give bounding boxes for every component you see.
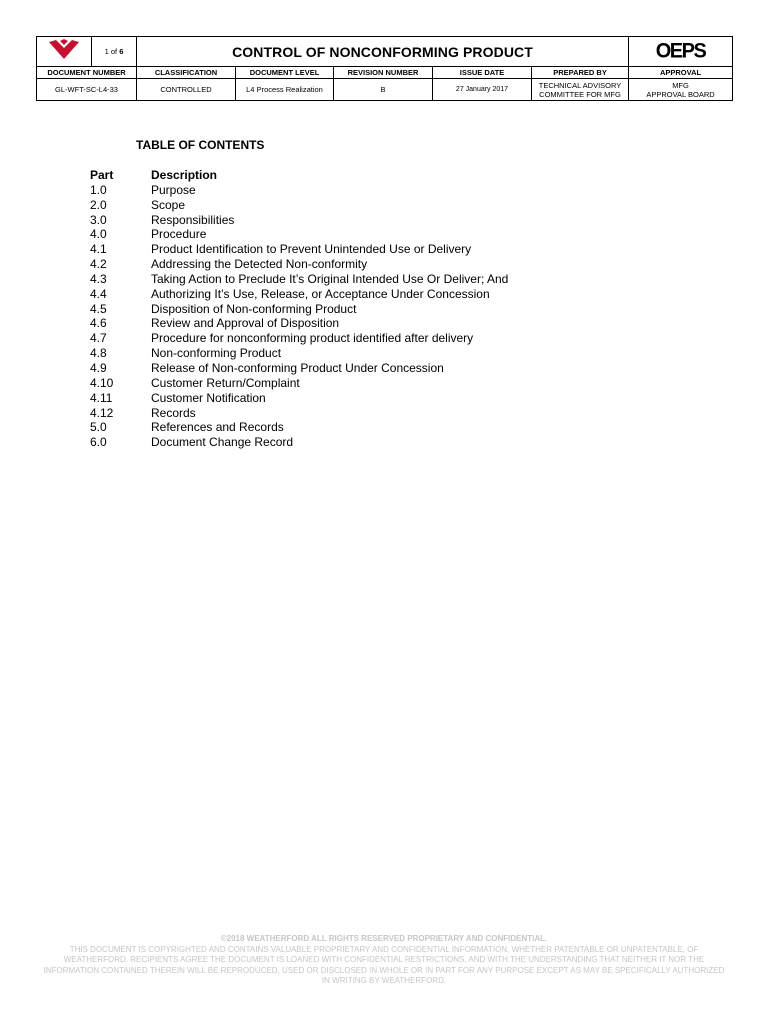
toc-part-number: 2.0: [90, 197, 107, 212]
toc-header-row: [90, 168, 690, 183]
toc-part-number: 6.0: [90, 435, 107, 450]
value-document-level: L4 Process Realization: [236, 79, 334, 101]
toc-part-number: 4.9: [90, 360, 107, 375]
toc-part-number: 4.5: [90, 301, 107, 316]
document-title: CONTROL OF NONCONFORMING PRODUCT: [137, 37, 629, 67]
toc-row: [90, 391, 690, 406]
toc-part-number: 1.0: [90, 182, 107, 197]
toc-items: [90, 183, 690, 450]
col-approval: APPROVAL: [629, 67, 733, 79]
oeps-logo: [629, 37, 733, 67]
weatherford-logo: [37, 37, 92, 67]
toc-row: [90, 198, 690, 213]
toc-description: Taking Action to Preclude It’s Original Intended Use Or Deliver; And: [151, 271, 509, 286]
page-indicator-prefix: 1 of: [104, 47, 120, 56]
toc-part-number: 4.4: [90, 286, 107, 301]
col-revision-number: REVISION NUMBER: [334, 67, 433, 79]
toc-col-description: Description: [151, 168, 218, 182]
toc-part-number: 4.1: [90, 242, 107, 257]
approval-line2: APPROVAL BOARD: [646, 89, 715, 99]
toc-description: Authorizing It’s Use, Release, or Acceptance Under Concession: [151, 286, 490, 301]
toc-title: TABLE OF CONTENTS: [136, 138, 265, 152]
oeps-logo-text: OEPS: [655, 39, 706, 63]
confidentiality-footer: [30, 934, 738, 987]
toc-row: [90, 227, 690, 242]
toc-description: Scope: [151, 197, 186, 212]
toc-part-number: 4.11: [90, 390, 113, 405]
value-approval: [629, 79, 733, 101]
value-issue-date: 27 January 2017: [433, 79, 532, 101]
toc-description: Procedure for nonconforming product identified after delivery: [151, 331, 474, 346]
toc-row: [90, 331, 690, 346]
toc-part-number: 4.6: [90, 316, 107, 331]
value-revision-number: B: [334, 79, 433, 101]
toc-description: Records: [151, 405, 196, 420]
footer-line-1: THIS DOCUMENT IS COPYRIGHTED AND CONTAINS VALUABLE PROPRIETARY AND CONFIDENTIAL INFORMATION, WHETHER PATENTABLE OR UNPATENTABLE, OF: [69, 944, 699, 954]
value-classification: CONTROLLED: [137, 79, 236, 101]
toc-row: [90, 287, 690, 302]
toc-description: Non-conforming Product: [151, 346, 282, 361]
toc-row: [90, 316, 690, 331]
toc-description: Addressing the Detected Non-conformity: [151, 257, 368, 272]
toc-part-number: 4.0: [90, 227, 107, 242]
toc-description: Disposition of Non-conforming Product: [151, 301, 357, 316]
toc-part-number: 4.8: [90, 346, 107, 361]
footer-copyright: ©2018 WEATHERFORD ALL RIGHTS RESERVED PROPRIETARY AND CONFIDENTIAL.: [220, 934, 548, 943]
toc-description: Product Identification to Prevent Unintended Use or Delivery: [151, 242, 472, 257]
footer-line-3: INFORMATION CONTAINED THEREIN WILL BE REPRODUCED, USED OR DISCLOSED IN WHOLE OR IN PART FOR ANY PURPOSE EXCEPT AS MAY BE SPECIFICALLY AUTHORIZED: [43, 965, 725, 975]
toc-description: Customer Notification: [151, 390, 266, 405]
page-indicator-total: 6: [119, 47, 124, 56]
toc-description: Release of Non-conforming Product Under Concession: [151, 360, 444, 375]
footer-line-2: WEATHERFORD. RECIPIENTS AGREE THE DOCUMENT IS LOANED WITH CONFIDENTIAL RESTRICTIONS, AND WITH THE UNDERSTANDING THAT NEITHER IT NOR THE: [63, 955, 705, 964]
toc-part-number: 4.12: [90, 405, 114, 420]
weatherford-w-icon: [47, 38, 81, 60]
col-prepared-by: PREPARED BY: [532, 67, 629, 79]
value-prepared-by: [532, 79, 629, 101]
col-issue-date: ISSUE DATE: [433, 67, 532, 79]
toc-row: [90, 213, 690, 228]
prepared-by-line2: COMMITTEE FOR MFG: [539, 89, 621, 99]
toc-row: [90, 346, 690, 361]
toc-row: [90, 183, 690, 198]
toc-row: [90, 257, 690, 272]
toc-row: [90, 376, 690, 391]
toc-part-number: 4.2: [90, 257, 107, 272]
toc-part-number: 4.7: [90, 331, 107, 346]
toc-row: [90, 361, 690, 376]
approval-line1: MFG: [672, 80, 689, 90]
toc-part-number: 5.0: [90, 420, 107, 435]
toc-description: Procedure: [151, 227, 207, 242]
value-document-number: GL-WFT-SC-L4-33: [37, 79, 137, 101]
page-indicator: [92, 37, 137, 67]
toc-description: References and Records: [151, 420, 284, 435]
toc-description: Review and Approval of Disposition: [151, 316, 340, 331]
toc-description: Customer Return/Complaint: [151, 375, 300, 390]
toc-description: Responsibilities: [151, 212, 235, 227]
toc-row: [90, 420, 690, 435]
document-header-table: [36, 36, 733, 101]
toc-list: [90, 168, 690, 450]
toc-description: Document Change Record: [151, 435, 294, 450]
toc-part-number: 3.0: [90, 212, 107, 227]
footer-line-4: IN WRITING BY WEATHERFORD.: [321, 976, 447, 985]
toc-row: [90, 406, 690, 421]
col-document-number: DOCUMENT NUMBER: [37, 67, 137, 79]
prepared-by-line1: TECHNICAL ADVISORY: [538, 80, 622, 90]
toc-part-number: 4.3: [90, 271, 107, 286]
toc-part-number: 4.10: [90, 375, 114, 390]
toc-row: [90, 435, 690, 450]
toc-row: [90, 272, 690, 287]
toc-row: [90, 242, 690, 257]
toc-row: [90, 302, 690, 317]
toc-description: Purpose: [151, 182, 196, 197]
col-document-level: DOCUMENT LEVEL: [236, 67, 334, 79]
toc-col-part: Part: [90, 168, 114, 182]
col-classification: CLASSIFICATION: [137, 67, 236, 79]
